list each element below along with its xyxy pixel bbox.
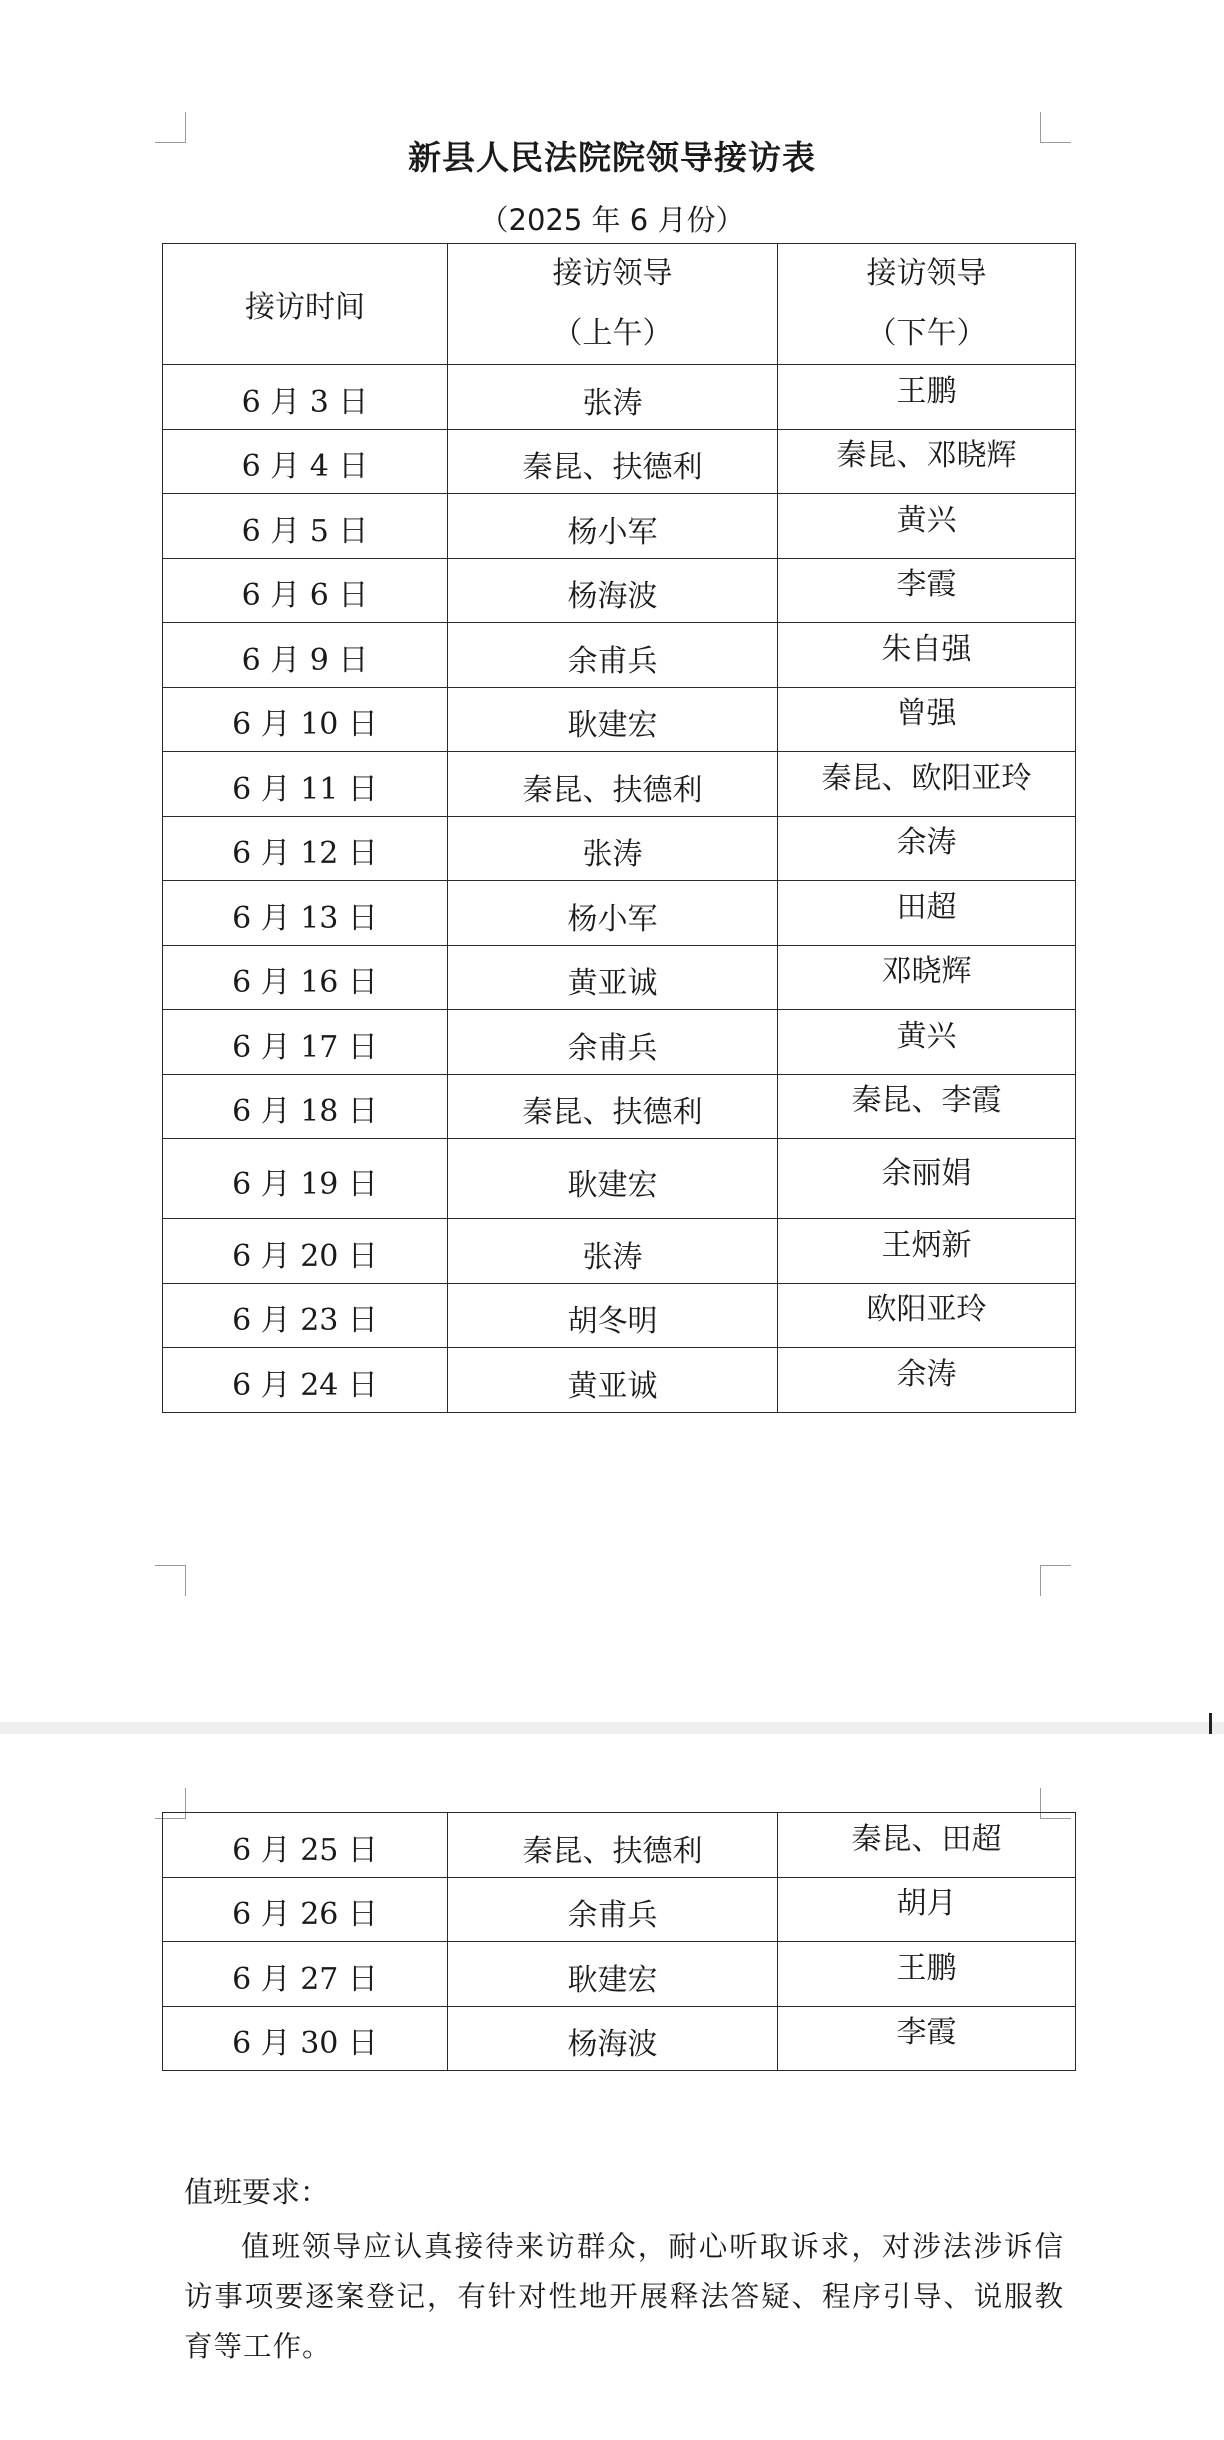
- header-afternoon-leader: [778, 244, 1076, 365]
- document-subtitle: （2025 年 6 月份）: [479, 203, 745, 237]
- morning-leader-cell: 秦昆、扶德利: [448, 1074, 778, 1139]
- afternoon-leader-cell: 李霞: [778, 558, 1076, 623]
- afternoon-leader-cell: 田超: [778, 881, 1076, 946]
- afternoon-leader-cell: 王炳新: [778, 1219, 1076, 1284]
- afternoon-leader-cell: 秦昆、邓晓辉: [778, 429, 1076, 494]
- date-cell: 6 月 17 日: [163, 1010, 448, 1075]
- morning-leader-cell: 余甫兵: [448, 1010, 778, 1075]
- afternoon-leader-cell: 黄兴: [778, 494, 1076, 559]
- morning-leader-cell: 秦昆、扶德利: [448, 752, 778, 817]
- table-row: [163, 1813, 1076, 1878]
- header-morning-line2: （上午）: [552, 316, 673, 351]
- duty-requirements-paragraph: 值班领导应认真接待来访群众，耐心听取诉求，对涉法涉诉信访事项要逐案登记，有针对性地开展释法答疑、程序引导、说服教育等工作。: [184, 2230, 1064, 2363]
- table-row: [163, 1283, 1076, 1348]
- header-morning-line1: 接访领导: [552, 256, 673, 291]
- morning-leader-cell: 黄亚诚: [448, 945, 778, 1010]
- date-cell: 6 月 4 日: [163, 429, 448, 494]
- date-cell: 6 月 3 日: [163, 365, 448, 430]
- afternoon-leader-cell: 余涛: [778, 816, 1076, 881]
- table-row: [163, 752, 1076, 817]
- header-reception-time: 接访时间: [163, 244, 448, 365]
- afternoon-leader-cell: 王鹏: [778, 365, 1076, 430]
- morning-leader-cell: 秦昆、扶德利: [448, 1813, 778, 1878]
- date-cell: 6 月 16 日: [163, 945, 448, 1010]
- date-cell: 6 月 5 日: [163, 494, 448, 559]
- table-row: [163, 623, 1076, 688]
- date-cell: 6 月 25 日: [163, 1813, 448, 1878]
- header-morning-leader: [448, 244, 778, 365]
- morning-leader-cell: 杨小军: [448, 494, 778, 559]
- afternoon-leader-cell: 余丽娟: [778, 1139, 1076, 1219]
- date-cell: 6 月 23 日: [163, 1283, 448, 1348]
- reception-schedule-table: [162, 243, 1076, 1413]
- afternoon-leader-cell: 朱自强: [778, 623, 1076, 688]
- morning-leader-cell: 黄亚诚: [448, 1348, 778, 1413]
- morning-leader-cell: 耿建宏: [448, 687, 778, 752]
- table-row: [163, 1010, 1076, 1075]
- table-row: [163, 945, 1076, 1010]
- afternoon-leader-cell: 余涛: [778, 1348, 1076, 1413]
- duty-requirements-heading: 值班要求：: [184, 2175, 330, 2209]
- document-title: 新县人民法院院领导接访表: [408, 138, 816, 177]
- date-cell: 6 月 6 日: [163, 558, 448, 623]
- afternoon-leader-cell: 曾强: [778, 687, 1076, 752]
- morning-leader-cell: 张涛: [448, 1219, 778, 1284]
- header-afternoon-line2: （下午）: [866, 316, 987, 351]
- morning-leader-cell: 张涛: [448, 816, 778, 881]
- date-cell: 6 月 10 日: [163, 687, 448, 752]
- table-row: [163, 1219, 1076, 1284]
- table-row: [163, 1942, 1076, 2007]
- table-row: [163, 816, 1076, 881]
- morning-leader-cell: 余甫兵: [448, 1877, 778, 1942]
- header-afternoon-line1: 接访领导: [866, 256, 987, 291]
- reception-schedule-table-continued: [162, 1812, 1076, 2071]
- afternoon-leader-cell: 胡月: [778, 1877, 1076, 1942]
- afternoon-leader-cell: 王鹏: [778, 1942, 1076, 2007]
- afternoon-leader-cell: 欧阳亚玲: [778, 1283, 1076, 1348]
- morning-leader-cell: 耿建宏: [448, 1942, 778, 2007]
- date-cell: 6 月 26 日: [163, 1877, 448, 1942]
- date-cell: 6 月 18 日: [163, 1074, 448, 1139]
- margin-corner-mark: [155, 1565, 186, 1596]
- page-separator: [0, 1722, 1224, 1734]
- table-row: [163, 687, 1076, 752]
- table-row: [163, 2006, 1076, 2071]
- table-row: [163, 429, 1076, 494]
- morning-leader-cell: 耿建宏: [448, 1139, 778, 1219]
- date-cell: 6 月 11 日: [163, 752, 448, 817]
- date-cell: 6 月 19 日: [163, 1139, 448, 1219]
- table-row: [163, 494, 1076, 559]
- table-row: [163, 558, 1076, 623]
- table-row: [163, 1348, 1076, 1413]
- table-row: [163, 881, 1076, 946]
- morning-leader-cell: 余甫兵: [448, 623, 778, 688]
- morning-leader-cell: 杨海波: [448, 558, 778, 623]
- date-cell: 6 月 12 日: [163, 816, 448, 881]
- table-row: [163, 1074, 1076, 1139]
- date-cell: 6 月 13 日: [163, 881, 448, 946]
- table-row: [163, 1139, 1076, 1219]
- table-row: [163, 365, 1076, 430]
- date-cell: 6 月 27 日: [163, 1942, 448, 2007]
- morning-leader-cell: 秦昆、扶德利: [448, 429, 778, 494]
- morning-leader-cell: 胡冬明: [448, 1283, 778, 1348]
- afternoon-leader-cell: 秦昆、欧阳亚玲: [778, 752, 1076, 817]
- morning-leader-cell: 杨小军: [448, 881, 778, 946]
- afternoon-leader-cell: 李霞: [778, 2006, 1076, 2071]
- afternoon-leader-cell: 秦昆、李霞: [778, 1074, 1076, 1139]
- date-cell: 6 月 9 日: [163, 623, 448, 688]
- afternoon-leader-cell: 秦昆、田超: [778, 1813, 1076, 1878]
- date-cell: 6 月 30 日: [163, 2006, 448, 2071]
- morning-leader-cell: 张涛: [448, 365, 778, 430]
- afternoon-leader-cell: 黄兴: [778, 1010, 1076, 1075]
- morning-leader-cell: 杨海波: [448, 2006, 778, 2071]
- table-row: [163, 1877, 1076, 1942]
- table-header-row: [163, 244, 1076, 365]
- date-cell: 6 月 20 日: [163, 1219, 448, 1284]
- margin-corner-mark: [1040, 1565, 1071, 1596]
- afternoon-leader-cell: 邓晓辉: [778, 945, 1076, 1010]
- date-cell: 6 月 24 日: [163, 1348, 448, 1413]
